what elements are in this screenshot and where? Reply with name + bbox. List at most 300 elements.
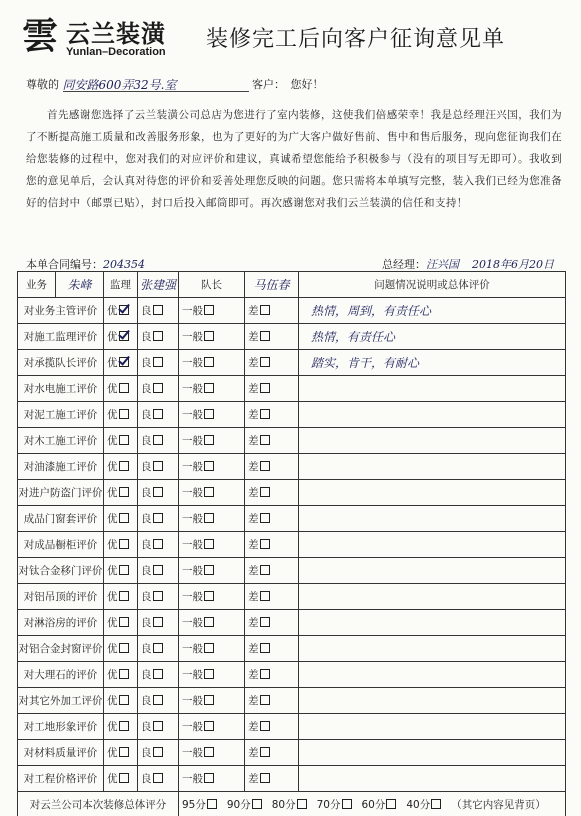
overall-scores — [179, 792, 566, 816]
option-label: 一般 — [182, 669, 203, 681]
checkbox[interactable] — [153, 487, 163, 497]
checkbox[interactable] — [119, 669, 129, 679]
option-label: 良 — [141, 383, 152, 395]
checkbox[interactable] — [153, 461, 163, 471]
overall-label: 对云兰公司本次装修总体评分 — [18, 792, 179, 816]
checkbox[interactable] — [153, 565, 163, 575]
checkbox[interactable] — [204, 591, 214, 601]
checkbox[interactable] — [153, 721, 163, 731]
table-row — [18, 662, 566, 688]
checkbox[interactable] — [252, 799, 262, 809]
checkbox[interactable] — [119, 747, 129, 757]
option-label: 一般 — [182, 383, 203, 395]
row-comment[interactable] — [299, 662, 566, 688]
option-excellent[interactable] — [104, 688, 138, 714]
contract-number-value[interactable]: 204354 — [103, 258, 145, 271]
checkbox[interactable] — [153, 773, 163, 783]
option-excellent[interactable] — [104, 428, 138, 454]
option-good[interactable] — [138, 636, 179, 662]
general-manager — [382, 256, 459, 272]
table-row — [18, 324, 566, 350]
score-option[interactable] — [272, 797, 307, 812]
row-label: 对业务主管评价 — [18, 298, 104, 324]
checkbox[interactable] — [260, 305, 270, 315]
leader-name[interactable]: 马伍春 — [245, 272, 299, 298]
row-label: 对工地形象评价 — [18, 714, 104, 740]
checkbox[interactable] — [153, 409, 163, 419]
checkbox[interactable] — [204, 695, 214, 705]
option-poor[interactable] — [245, 636, 299, 662]
option-label: 差 — [248, 513, 259, 525]
option-good[interactable] — [138, 428, 179, 454]
option-label: 良 — [141, 773, 152, 785]
option-poor[interactable] — [245, 766, 299, 792]
checkbox[interactable] — [260, 409, 270, 419]
checkbox[interactable] — [153, 305, 163, 315]
checkbox[interactable] — [342, 799, 352, 809]
option-excellent[interactable] — [104, 662, 138, 688]
option-poor[interactable] — [245, 402, 299, 428]
option-fair[interactable] — [179, 532, 245, 558]
checkbox[interactable] — [204, 773, 214, 783]
option-label: 差 — [248, 695, 259, 707]
checkbox[interactable] — [260, 565, 270, 575]
row-label: 对进户防盗门评价 — [18, 480, 104, 506]
option-label: 良 — [141, 643, 152, 655]
option-excellent[interactable] — [104, 766, 138, 792]
checkbox[interactable] — [204, 565, 214, 575]
row-comment[interactable]: 热情，周到，有责任心 — [299, 298, 566, 324]
option-label: 优 — [107, 409, 118, 421]
option-excellent[interactable] — [104, 298, 138, 324]
checkbox[interactable] — [119, 721, 129, 731]
business-name[interactable]: 朱峰 — [56, 272, 104, 298]
checkbox[interactable] — [260, 383, 270, 393]
option-label: 良 — [141, 331, 152, 343]
option-label: 良 — [141, 513, 152, 525]
option-label: 一般 — [182, 331, 203, 343]
option-poor[interactable] — [245, 584, 299, 610]
row-comment[interactable] — [299, 636, 566, 662]
checkbox[interactable] — [260, 695, 270, 705]
option-poor[interactable] — [245, 480, 299, 506]
option-fair[interactable] — [179, 480, 245, 506]
option-label: 优 — [107, 591, 118, 603]
option-good[interactable] — [138, 376, 179, 402]
option-excellent[interactable] — [104, 584, 138, 610]
option-label: 差 — [248, 721, 259, 733]
option-label: 良 — [141, 695, 152, 707]
option-label: 一般 — [182, 643, 203, 655]
option-label: 差 — [248, 747, 259, 759]
option-fair[interactable] — [179, 428, 245, 454]
checkbox[interactable] — [153, 331, 163, 341]
checkbox[interactable] — [260, 487, 270, 497]
row-label: 对大理石的评价 — [18, 662, 104, 688]
option-fair[interactable] — [179, 324, 245, 350]
option-label: 一般 — [182, 747, 203, 759]
form-date[interactable]: 2018年6月20日 — [472, 258, 554, 271]
checkbox[interactable] — [260, 539, 270, 549]
option-poor[interactable] — [245, 662, 299, 688]
option-excellent[interactable] — [104, 610, 138, 636]
row-label: 成品门窗套评价 — [18, 506, 104, 532]
option-label: 一般 — [182, 435, 203, 447]
option-label: 一般 — [182, 565, 203, 577]
row-comment[interactable] — [299, 740, 566, 766]
option-fair[interactable] — [179, 298, 245, 324]
row-label: 对油漆施工评价 — [18, 454, 104, 480]
table-row — [18, 376, 566, 402]
score-option[interactable] — [406, 797, 441, 812]
option-label: 良 — [141, 565, 152, 577]
checkbox[interactable] — [204, 305, 214, 315]
option-good[interactable] — [138, 480, 179, 506]
table-row — [18, 532, 566, 558]
score-label: 90分 — [226, 799, 251, 811]
checkbox[interactable] — [204, 435, 214, 445]
checkbox[interactable] — [153, 747, 163, 757]
option-fair[interactable] — [179, 714, 245, 740]
checkbox[interactable] — [119, 305, 129, 315]
row-comment[interactable] — [299, 532, 566, 558]
checkbox[interactable] — [119, 435, 129, 445]
checkbox[interactable] — [119, 773, 129, 783]
table-row — [18, 584, 566, 610]
checkbox[interactable] — [260, 643, 270, 653]
option-poor[interactable] — [245, 454, 299, 480]
checkbox[interactable] — [119, 565, 129, 575]
option-label: 差 — [248, 331, 259, 343]
checkbox[interactable] — [153, 669, 163, 679]
option-poor[interactable] — [245, 688, 299, 714]
option-fair[interactable] — [179, 454, 245, 480]
checkbox[interactable] — [207, 799, 217, 809]
option-fair[interactable] — [179, 740, 245, 766]
option-label: 差 — [248, 409, 259, 421]
option-label: 优 — [107, 643, 118, 655]
option-good[interactable] — [138, 558, 179, 584]
option-excellent[interactable] — [104, 402, 138, 428]
option-excellent[interactable] — [104, 324, 138, 350]
option-label: 差 — [248, 383, 259, 395]
option-fair[interactable] — [179, 766, 245, 792]
option-good[interactable] — [138, 532, 179, 558]
option-label: 差 — [248, 435, 259, 447]
overall-score-row — [18, 792, 566, 816]
table-row — [18, 688, 566, 714]
option-excellent[interactable] — [104, 350, 138, 376]
checkbox[interactable] — [153, 383, 163, 393]
option-label: 优 — [107, 305, 118, 317]
option-label: 一般 — [182, 513, 203, 525]
checkbox[interactable] — [260, 461, 270, 471]
checkbox[interactable] — [204, 331, 214, 341]
row-comment[interactable] — [299, 558, 566, 584]
row-comment[interactable]: 热情，有责任心 — [299, 324, 566, 350]
option-label: 优 — [107, 513, 118, 525]
option-fair[interactable] — [179, 376, 245, 402]
option-fair[interactable] — [179, 350, 245, 376]
row-comment[interactable]: 踏实，肯干，有耐心 — [299, 350, 566, 376]
checkbox[interactable] — [260, 669, 270, 679]
checkbox[interactable] — [204, 383, 214, 393]
option-poor[interactable] — [245, 376, 299, 402]
option-good[interactable] — [138, 688, 179, 714]
checkbox[interactable] — [119, 643, 129, 653]
option-label: 优 — [107, 331, 118, 343]
checkbox[interactable] — [204, 357, 214, 367]
option-fair[interactable] — [179, 636, 245, 662]
business-label: 业务 — [18, 272, 56, 298]
option-poor[interactable] — [245, 714, 299, 740]
document-title: 装修完工后向客户征询意见单 — [206, 27, 506, 52]
row-label: 对其它外加工评价 — [18, 688, 104, 714]
option-fair[interactable] — [179, 558, 245, 584]
option-poor[interactable] — [245, 324, 299, 350]
checkbox[interactable] — [204, 539, 214, 549]
option-label: 良 — [141, 461, 152, 473]
checkbox[interactable] — [119, 539, 129, 549]
checkbox[interactable] — [204, 643, 214, 653]
checkbox[interactable] — [119, 409, 129, 419]
option-label: 优 — [107, 357, 118, 369]
row-label: 对泥工施工评价 — [18, 402, 104, 428]
option-excellent[interactable] — [104, 740, 138, 766]
row-label: 对工程价格评价 — [18, 766, 104, 792]
option-excellent[interactable] — [104, 714, 138, 740]
table-row — [18, 740, 566, 766]
checkbox[interactable] — [153, 695, 163, 705]
option-fair[interactable] — [179, 688, 245, 714]
option-label: 一般 — [182, 617, 203, 629]
checkbox[interactable] — [260, 435, 270, 445]
option-poor[interactable] — [245, 740, 299, 766]
option-excellent[interactable] — [104, 636, 138, 662]
option-label: 优 — [107, 383, 118, 395]
checkbox[interactable] — [260, 513, 270, 523]
option-label: 优 — [107, 565, 118, 577]
checkbox[interactable] — [297, 799, 307, 809]
row-comment[interactable] — [299, 766, 566, 792]
checkbox[interactable] — [204, 513, 214, 523]
leader-label: 队长 — [179, 272, 245, 298]
option-good[interactable] — [138, 506, 179, 532]
manager-label: 总经理： — [382, 258, 426, 271]
option-poor[interactable] — [245, 558, 299, 584]
row-label: 对钛合金移门评价 — [18, 558, 104, 584]
option-label: 一般 — [182, 695, 203, 707]
option-good[interactable] — [138, 402, 179, 428]
checkbox[interactable] — [204, 409, 214, 419]
checkbox[interactable] — [153, 617, 163, 627]
option-poor[interactable] — [245, 350, 299, 376]
row-comment[interactable] — [299, 376, 566, 402]
score-option[interactable] — [227, 797, 262, 812]
checkbox[interactable] — [153, 591, 163, 601]
checkbox[interactable] — [119, 487, 129, 497]
row-comment[interactable] — [299, 610, 566, 636]
row-label: 对水电施工评价 — [18, 376, 104, 402]
overall-note: （其它内容见背页） — [451, 799, 546, 811]
option-label: 良 — [141, 539, 152, 551]
option-label: 优 — [107, 617, 118, 629]
checkbox[interactable] — [153, 539, 163, 549]
option-label: 良 — [141, 305, 152, 317]
option-good[interactable] — [138, 298, 179, 324]
option-fair[interactable] — [179, 506, 245, 532]
supervisor-label: 监理 — [104, 272, 138, 298]
option-label: 一般 — [182, 409, 203, 421]
table-row — [18, 350, 566, 376]
checkbox[interactable] — [119, 461, 129, 471]
option-label: 差 — [248, 669, 259, 681]
row-comment[interactable] — [299, 454, 566, 480]
table-head-row — [18, 272, 566, 298]
option-good[interactable] — [138, 740, 179, 766]
table-row — [18, 480, 566, 506]
option-label: 优 — [107, 695, 118, 707]
option-label: 优 — [107, 773, 118, 785]
option-excellent[interactable] — [104, 532, 138, 558]
checkbox[interactable] — [119, 383, 129, 393]
option-label: 差 — [248, 539, 259, 551]
option-label: 良 — [141, 747, 152, 759]
option-excellent[interactable] — [104, 506, 138, 532]
score-label: 80分 — [271, 799, 296, 811]
row-label: 对铝合金封窗评价 — [18, 636, 104, 662]
score-label: 70分 — [316, 799, 341, 811]
checkbox[interactable] — [260, 617, 270, 627]
checkbox[interactable] — [119, 331, 129, 341]
score-label: 40分 — [406, 799, 431, 811]
option-label: 一般 — [182, 721, 203, 733]
row-comment[interactable] — [299, 480, 566, 506]
checkbox[interactable] — [260, 357, 270, 367]
option-fair[interactable] — [179, 610, 245, 636]
greeting-line — [26, 76, 324, 92]
table-row — [18, 636, 566, 662]
option-good[interactable] — [138, 714, 179, 740]
option-good[interactable] — [138, 766, 179, 792]
row-comment[interactable] — [299, 584, 566, 610]
checkbox[interactable] — [119, 513, 129, 523]
row-comment[interactable] — [299, 714, 566, 740]
option-excellent[interactable] — [104, 454, 138, 480]
greeting-suffix: 客户： 您好！ — [252, 78, 324, 91]
option-label: 差 — [248, 305, 259, 317]
checkbox[interactable] — [260, 747, 270, 757]
option-good[interactable] — [138, 610, 179, 636]
option-label: 差 — [248, 357, 259, 369]
greeting-prefix: 尊敬的 — [26, 78, 59, 91]
customer-address-field[interactable]: 同安路600弄32号.室 — [63, 76, 249, 92]
option-label: 良 — [141, 721, 152, 733]
score-option[interactable] — [317, 797, 352, 812]
checkbox[interactable] — [153, 357, 163, 367]
option-good[interactable] — [138, 584, 179, 610]
checkbox[interactable] — [153, 435, 163, 445]
checkbox[interactable] — [153, 643, 163, 653]
option-good[interactable] — [138, 662, 179, 688]
checkbox[interactable] — [260, 721, 270, 731]
option-label: 良 — [141, 357, 152, 369]
row-label: 对材料质量评价 — [18, 740, 104, 766]
checkbox[interactable] — [204, 487, 214, 497]
option-good[interactable] — [138, 324, 179, 350]
checkbox[interactable] — [204, 617, 214, 627]
option-poor[interactable] — [245, 610, 299, 636]
option-poor[interactable] — [245, 428, 299, 454]
table-row — [18, 506, 566, 532]
option-label: 良 — [141, 435, 152, 447]
checkbox[interactable] — [204, 747, 214, 757]
score-option[interactable] — [182, 797, 217, 812]
row-comment[interactable] — [299, 428, 566, 454]
checkbox[interactable] — [204, 669, 214, 679]
score-option[interactable] — [362, 797, 397, 812]
checkbox[interactable] — [119, 357, 129, 367]
checkbox[interactable] — [119, 617, 129, 627]
row-comment[interactable] — [299, 506, 566, 532]
option-label: 良 — [141, 409, 152, 421]
option-label: 良 — [141, 487, 152, 499]
option-fair[interactable] — [179, 584, 245, 610]
table-row — [18, 610, 566, 636]
row-comment[interactable] — [299, 402, 566, 428]
row-label: 对淋浴房的评价 — [18, 610, 104, 636]
row-comment[interactable] — [299, 688, 566, 714]
option-fair[interactable] — [179, 402, 245, 428]
option-poor[interactable] — [245, 298, 299, 324]
supervisor-name[interactable]: 张建强 — [138, 272, 179, 298]
option-good[interactable] — [138, 454, 179, 480]
checkbox[interactable] — [153, 513, 163, 523]
checkbox[interactable] — [431, 799, 441, 809]
form-meta — [26, 256, 562, 272]
option-poor[interactable] — [245, 506, 299, 532]
option-label: 差 — [248, 617, 259, 629]
checkbox[interactable] — [260, 331, 270, 341]
option-excellent[interactable] — [104, 558, 138, 584]
evaluation-table — [17, 271, 566, 816]
option-label: 一般 — [182, 539, 203, 551]
option-label: 一般 — [182, 357, 203, 369]
checkbox[interactable] — [386, 799, 396, 809]
option-excellent[interactable] — [104, 376, 138, 402]
option-fair[interactable] — [179, 662, 245, 688]
table-row — [18, 298, 566, 324]
letter-body: 首先感谢您选择了云兰装潢公司总店为您进行了室内装修，这使我们倍感荣幸！我是总经理汪兴国，我们为了不断提高施工质量和改善服务形象，也为了更好的为广大客户做好售前、售中和售后服务，现向您征询我们在给您装修的过程中，您对我们的对应评价和建议，真诚希望您能给予积极参与（没有的项目写无即可）。我收到您的意见单后，会认真对待您的评价和妥善处理您反映的问题。您只需将本单填写完整，装入我们已经为您准备好的信封中（邮票已贴），封口后投入邮筒即可。再次感谢您对我们云兰装潢的信任和支持！ — [26, 109, 562, 209]
option-excellent[interactable] — [104, 480, 138, 506]
checkbox[interactable] — [119, 695, 129, 705]
score-label: 60分 — [361, 799, 386, 811]
company-name-en: Yunlan–Decoration — [66, 46, 166, 58]
option-label: 差 — [248, 487, 259, 499]
checkbox[interactable] — [204, 721, 214, 731]
option-label: 差 — [248, 461, 259, 473]
checkbox[interactable] — [260, 591, 270, 601]
row-label: 对成品橱柜评价 — [18, 532, 104, 558]
checkbox[interactable] — [204, 461, 214, 471]
checkbox[interactable] — [260, 773, 270, 783]
checkbox[interactable] — [119, 591, 129, 601]
table-row — [18, 558, 566, 584]
option-poor[interactable] — [245, 532, 299, 558]
option-label: 优 — [107, 669, 118, 681]
option-good[interactable] — [138, 350, 179, 376]
option-label: 差 — [248, 643, 259, 655]
